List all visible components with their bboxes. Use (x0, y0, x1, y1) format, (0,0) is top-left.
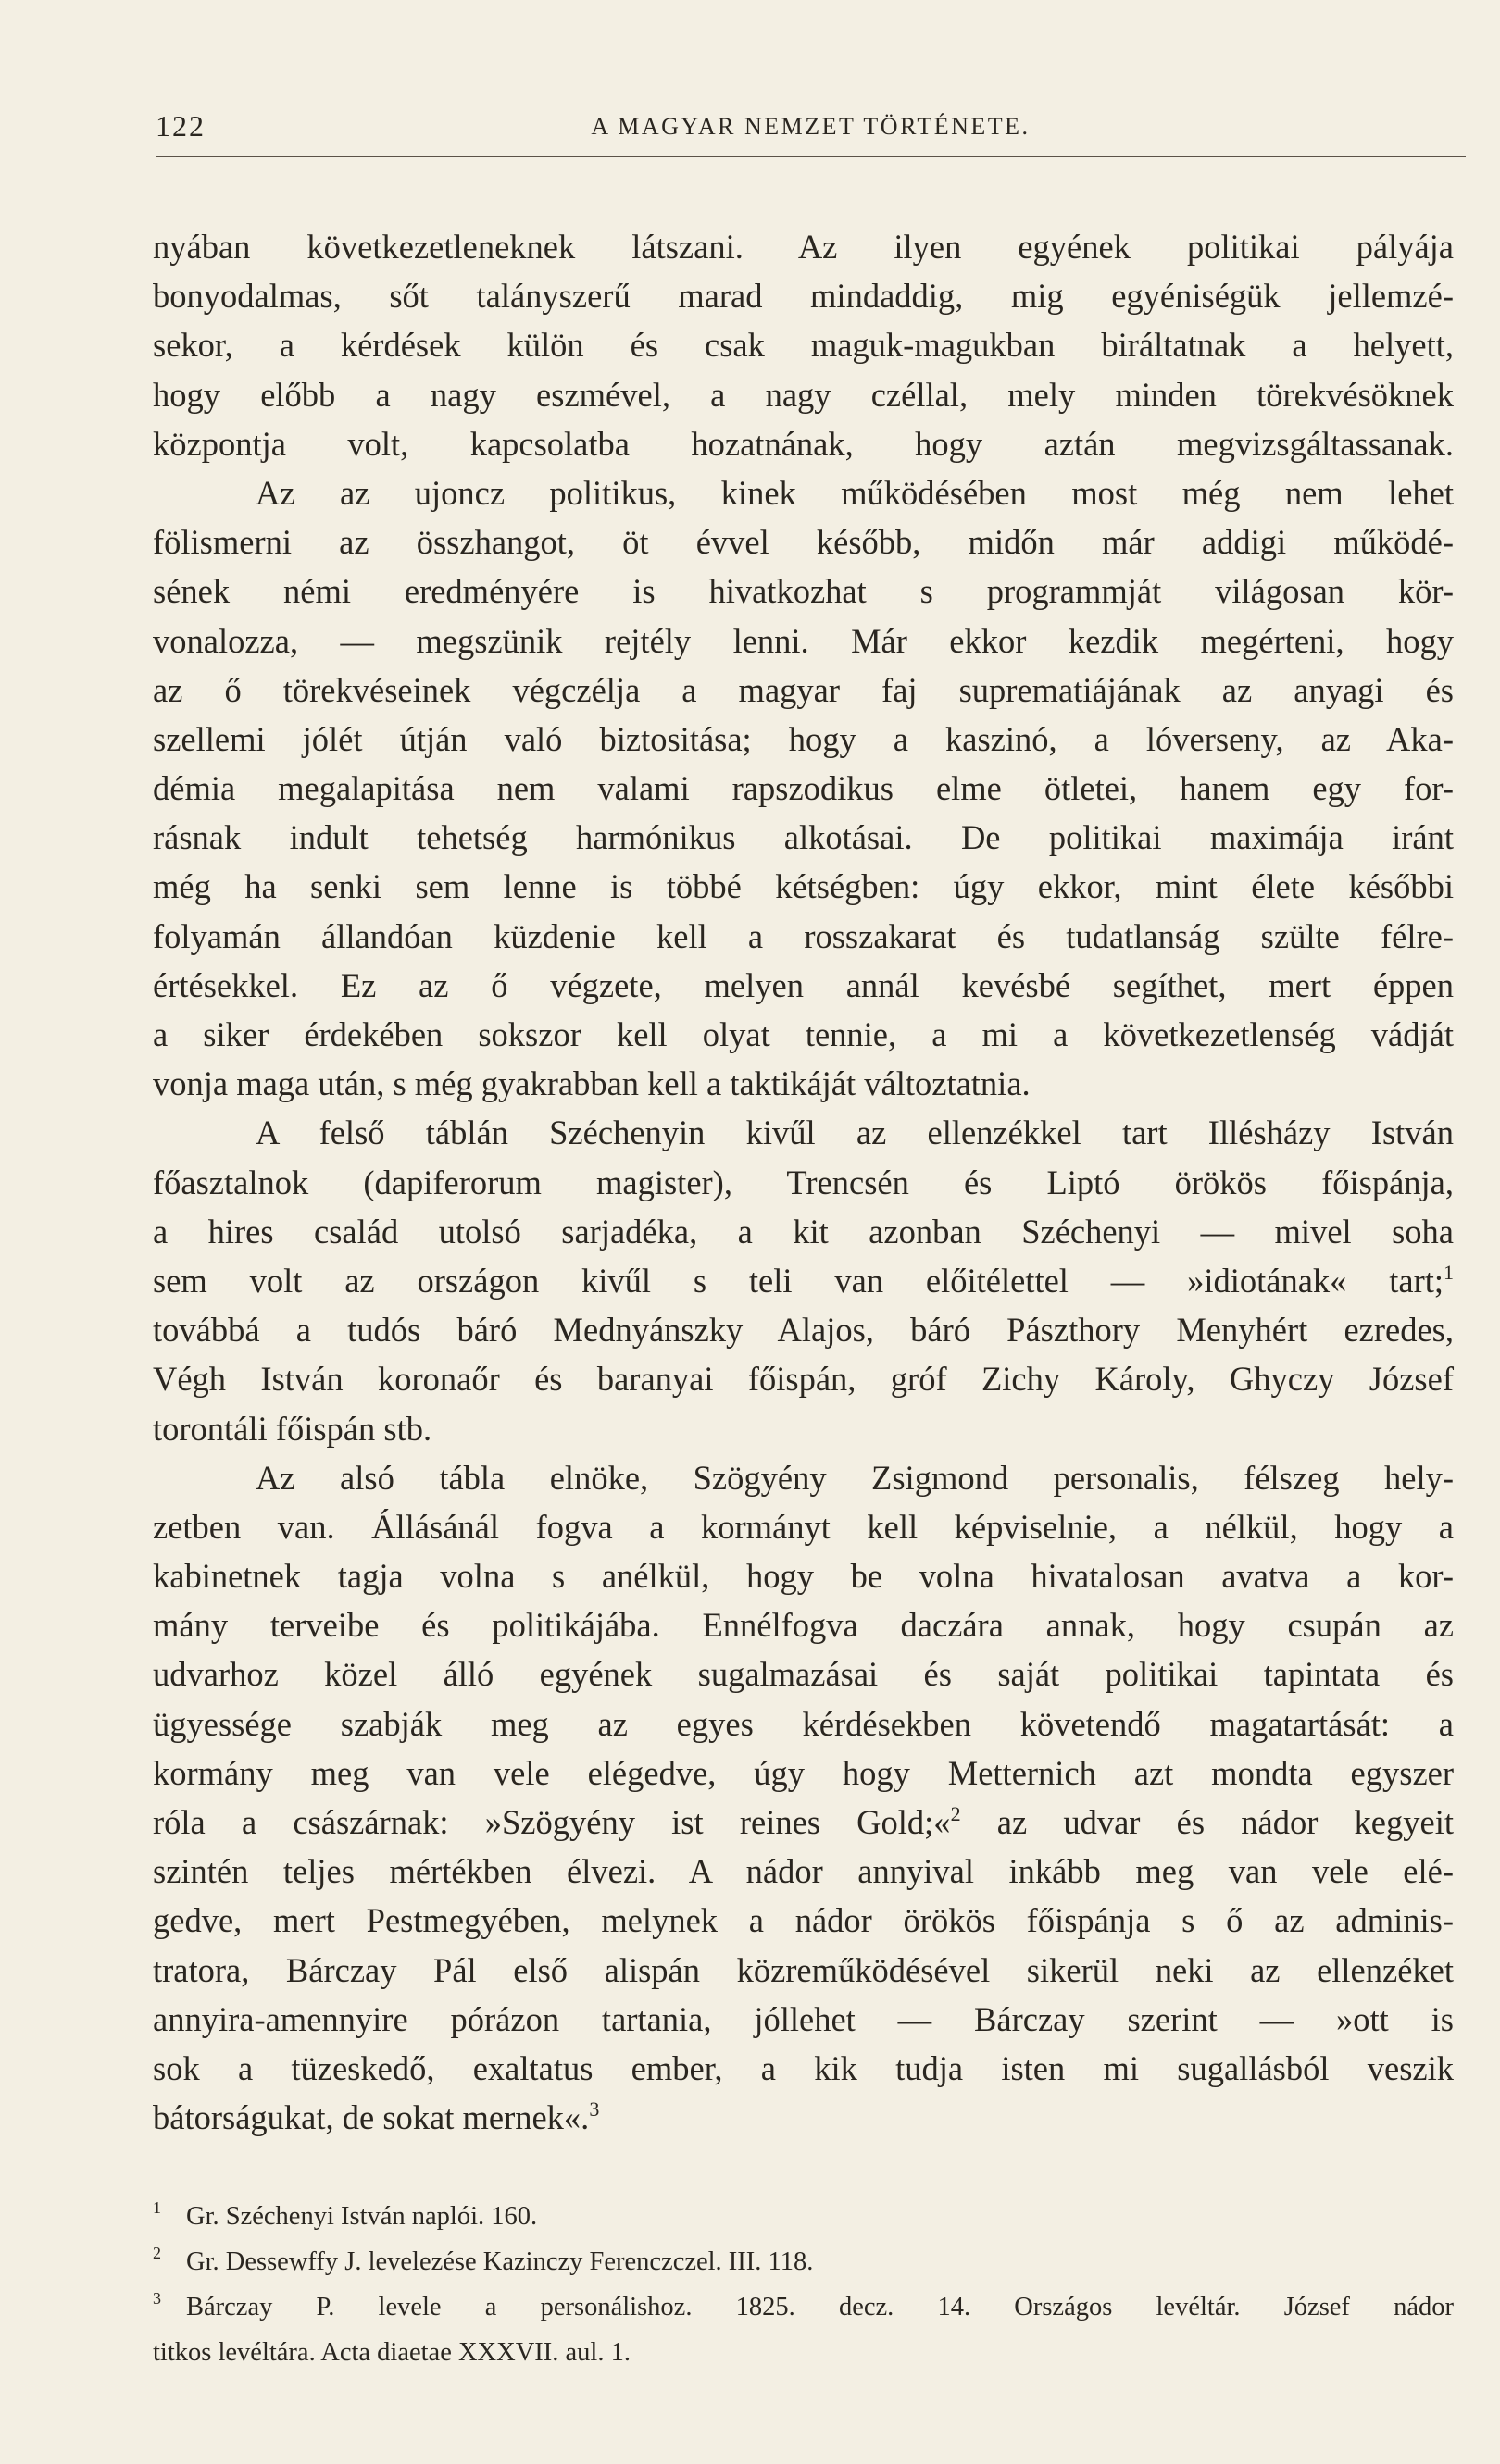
text-line (153, 1946, 1454, 1995)
text-line-content: róla a császárnak: »Szögyény ist reines Gold;« (153, 1803, 951, 1841)
footnote (153, 2330, 1454, 2375)
text-line-content: udvarhoz közel álló egyének sugalmazásai és saját politikai tapintata és (153, 1655, 1454, 1694)
text-line-content: bátorságukat, de sokat mernek«. (153, 2098, 590, 2137)
text-line-content: még ha senki sem lenne is többé kétségben: úgy ekkor, mint élete későbbi (153, 867, 1454, 906)
text-line (153, 1798, 1454, 1847)
text-line-content: rásnak indult tehetség harmónikus alkotásai. De politikai maximája iránt (153, 818, 1454, 857)
text-line-content: mány terveibe és politikájába. Ennélfogva daczára annak, hogy csupán az (153, 1606, 1454, 1645)
footnote: 1 Gr. Széchenyi István naplói. 160. (153, 2198, 538, 2231)
text-line-content: sem volt az országon kivűl s teli van előitélettel — »idiotának« tart; (153, 1261, 1444, 1300)
footnote-reference: 1 (1444, 1260, 1454, 1284)
running-title: A MAGYAR NEMZET TÖRTÉNETE. (591, 113, 1031, 140)
text-line (153, 1502, 1454, 1551)
text-line-continuation: az udvar és nádor kegyeit (960, 1803, 1454, 1841)
text-line (153, 961, 1454, 1010)
text-line-content: értésekkel. Ez az ő végzete, melyen annál kevésbé segíthet, mert éppen (153, 965, 1454, 1004)
text-line (153, 320, 1454, 369)
text-line-content: szintén teljes mértékben élvezi. A nádor annyival inkább meg van vele elé- (153, 1852, 1454, 1891)
text-line-content: sok a tüzeskedő, exaltatus ember, a kik tudja isten mi sugallásból veszik (153, 2048, 1454, 2087)
text-line-content: kabinetnek tagja volna s anélkül, hogy be volna hivatalosan avatva a kor- (153, 1557, 1454, 1596)
text-line (153, 813, 1454, 862)
footnote-text: Gr. Széchenyi István naplói. 160. (186, 2202, 538, 2231)
text-line (153, 1158, 1454, 1207)
page-header (156, 109, 1466, 157)
text-line (153, 271, 1454, 320)
text-line (153, 1551, 1454, 1600)
footnote-text: titkos levéltára. Acta diaetae XXXVII. aul. 1. (153, 2338, 631, 2367)
text-line (153, 2093, 1454, 2142)
text-line-content: nyában következetleneknek látszani. Az ilyen egyének politikai pályája (153, 228, 1454, 266)
text-line (153, 616, 1454, 666)
text-line-content: ügyessége szabják meg az egyes kérdésekben követendő magatartását: a (153, 1704, 1454, 1743)
text-line-content: gedve, mert Pestmegyében, melynek a nádor örökös főispánja s ő az adminis- (153, 1901, 1454, 1940)
text-line (153, 517, 1454, 566)
text-line (153, 468, 1454, 517)
text-line (153, 419, 1454, 468)
footnote: 3 Bárczay P. levele a personálishoz. 1825. decz. 14. Országos levéltár. József nádor (153, 2289, 1454, 2321)
text-line-content: sekor, a kérdések külön és csak maguk-magukban biráltatnak a helyett, (153, 326, 1454, 365)
text-line-content: Végh István koronaőr és baranyai főispán, gróf Zichy Károly, Ghyczy József (153, 1360, 1454, 1399)
text-line-content: a siker érdekében sokszor kell olyat tennie, a mi a következetlenség vádját (153, 1015, 1454, 1053)
text-line-content: folyamán állandóan küzdenie kell a rosszakarat és tudatlanság szülte félre- (153, 916, 1454, 955)
text-line (153, 370, 1454, 419)
text-line (153, 764, 1454, 813)
text-line-content: zetben van. Állásánál fogva a kormányt kell képviselnie, a nélkül, hogy a (153, 1507, 1454, 1546)
text-line-content: démia megalapitása nem valami rapszodikus elme ötletei, hanem egy for- (153, 769, 1454, 808)
text-line (153, 1649, 1454, 1699)
text-line (153, 1896, 1454, 1945)
text-line-content: bonyodalmas, sőt talányszerű marad mindaddig, mig egyéniségük jellemzé- (153, 277, 1454, 316)
text-line-content: az ő törekvéseinek végczélja a magyar faj suprematiájának az anyagi és (153, 670, 1454, 709)
text-line-content: a hires család utolsó sarjadéka, a kit azonban Széchenyi — mivel soha (153, 1212, 1454, 1251)
text-line (153, 1207, 1454, 1256)
text-line (153, 566, 1454, 616)
text-line-content: szellemi jólét útján való biztositása; hogy a kaszinó, a lóverseny, az Aka- (153, 719, 1454, 758)
text-line (153, 222, 1454, 271)
text-line (153, 1748, 1454, 1798)
footnote-text: Gr. Dessewffy J. levelezése Kazinczy Ferenczczel. III. 118. (186, 2247, 814, 2276)
text-line-content: tratora, Bárczay Pál első alispán közreműködésével sikerül neki az ellenzéket (153, 1950, 1454, 1989)
footnote-text: Bárczay P. levele a personálishoz. 1825. decz. 14. Országos levéltár. József nádor (186, 2293, 1454, 2321)
text-line-content: hogy előbb a nagy eszmével, a nagy czéllal, mely minden törekvésöknek (153, 375, 1454, 414)
text-line (153, 1699, 1454, 1748)
text-line-content: torontáli főispán stb. (153, 1409, 432, 1448)
page-number: 122 (156, 109, 206, 143)
text-line-content: központja volt, kapcsolatba hozatnának, hogy aztán megvizsgáltassanak. (153, 424, 1454, 463)
text-line (153, 1108, 1454, 1157)
text-line (153, 1059, 1454, 1108)
text-line (153, 862, 1454, 911)
text-line-content: főasztalnok (dapiferorum magister), Trencsén és Liptó örökös főispánja, (153, 1163, 1454, 1201)
text-line-content: vonalozza, — megszünik rejtély lenni. Már ekkor kezdik megérteni, hogy (153, 621, 1454, 660)
text-line-content: kormány meg van vele elégedve, úgy hogy Metternich azt mondta egyszer (153, 1753, 1454, 1792)
text-line (153, 1256, 1454, 1305)
footnote-reference: 3 (589, 2097, 600, 2122)
text-line (153, 1847, 1454, 1896)
text-line (153, 1010, 1454, 1059)
text-line-content: vonja maga után, s még gyakrabban kell a taktikáját változtatnia. (153, 1064, 1031, 1103)
text-line-content: továbbá a tudós báró Mednyánszky Alajos, báró Pászthory Menyhért ezredes, (153, 1311, 1454, 1350)
text-line (153, 715, 1454, 764)
text-line (153, 1404, 1454, 1453)
text-line-content: Az alsó tábla elnöke, Szögyény Zsigmond personalis, félszeg hely- (256, 1458, 1454, 1497)
text-line-content: Az az ujoncz politikus, kinek működésében most még nem lehet (256, 473, 1454, 512)
footnotes (153, 2194, 1454, 2375)
text-line (153, 912, 1454, 961)
text-line (153, 1305, 1454, 1354)
footnote: 2 Gr. Dessewffy J. levelezése Kazinczy Ferenczczel. III. 118. (153, 2244, 814, 2276)
text-line (153, 1995, 1454, 2044)
text-line (153, 1600, 1454, 1649)
text-line-content: sének némi eredményére is hivatkozhat s programmját világosan kör- (153, 572, 1454, 611)
text-line (153, 2044, 1454, 2093)
text-line (153, 1453, 1454, 1502)
text-line (153, 666, 1454, 715)
footnote-reference: 2 (950, 1802, 961, 1825)
body-text (153, 222, 1454, 2142)
text-line (153, 1354, 1454, 1403)
text-line-content: A felső táblán Széchenyin kivűl az ellenzékkel tart Illésházy István (256, 1114, 1454, 1152)
text-line-content: fölismerni az összhangot, öt évvel később, midőn már addigi működé- (153, 523, 1454, 562)
text-line-content: annyira-amennyire pórázon tartania, jóllehet — Bárczay szerint — »ott is (153, 1999, 1454, 2038)
